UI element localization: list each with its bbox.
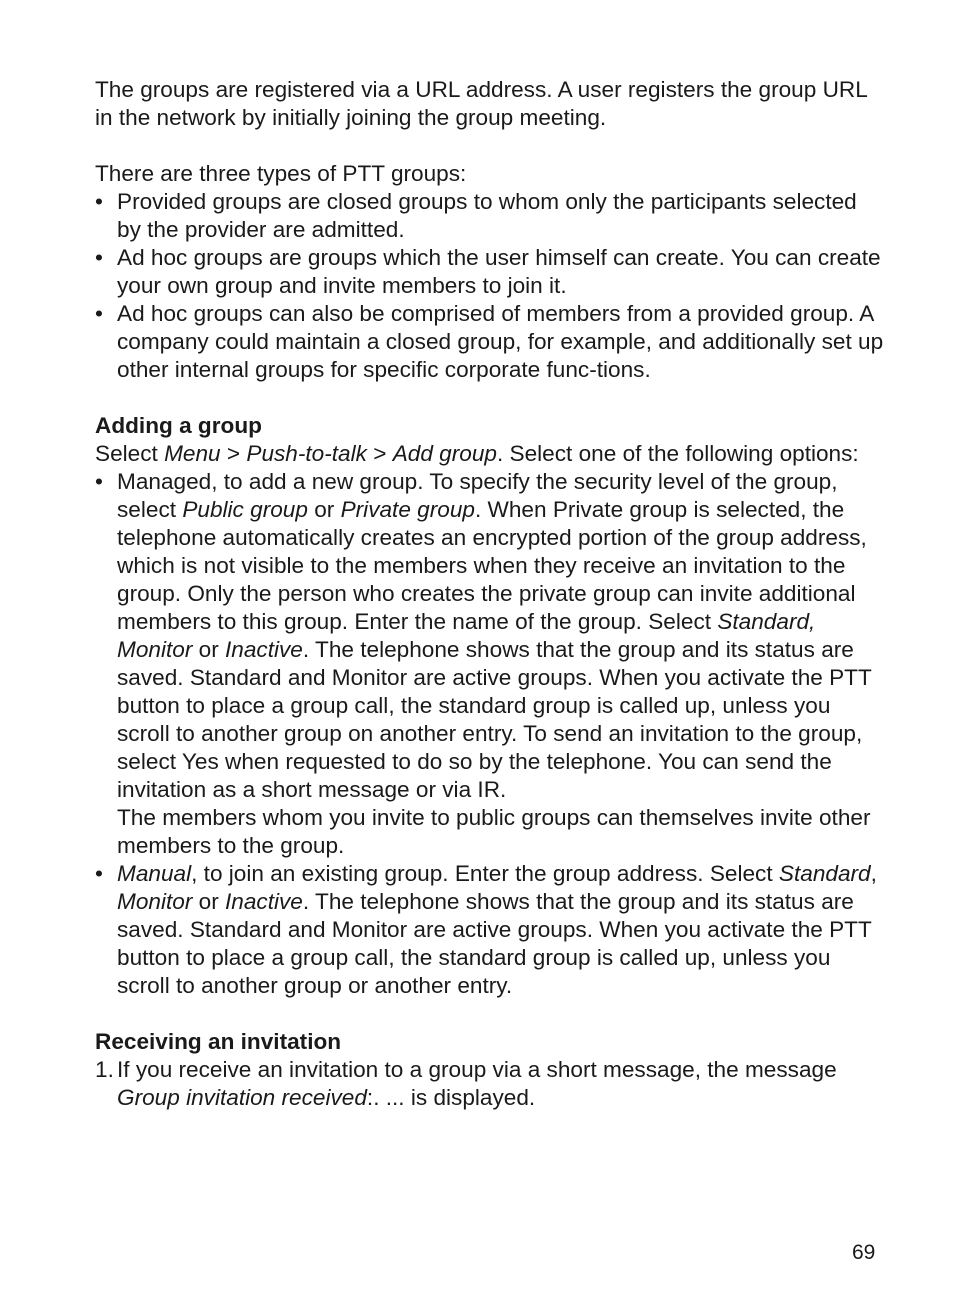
section-heading-receiving: Receiving an invitation <box>95 1029 342 1054</box>
bullet-marker: • <box>95 861 103 886</box>
step-number: 1. <box>95 1057 114 1082</box>
adding-instruction: Select Menu > Push-to-talk > Add group. Select one of the following options: <box>95 441 859 466</box>
step-text: If you receive an invitation to a group via a short message, the message Group invitation received:. ... is displayed. <box>117 1057 837 1110</box>
managed-text: Managed, to add a new group. To specify the security level of the group, select Public group or Private group. When Private group is selected, the telephone automatically creates an encrypted portion of the group address, which is not visible to the members when they receive an invitation to the group. Only the person who creates the private group can invite additional members to this group. Enter the name of the group. Select Standard, Monitor or Inactive. The telephone shows that the group and its status are saved. Standard and Monitor are active groups. When you activate the PTT button to place a group call, the standard group is called up, unless you scroll to another group on another entry. To send an invitation to the group, select Yes when requested to do so by the telephone. You can send the invitation as a short message or via IR. <box>117 469 872 802</box>
page-number: 69 <box>852 1241 876 1264</box>
spacer <box>95 1000 885 1028</box>
receiving-steps-list <box>95 1056 885 1112</box>
list-item <box>95 300 885 384</box>
list-item <box>95 244 885 300</box>
bullet-marker: • <box>95 301 103 326</box>
list-item-managed <box>95 468 885 860</box>
list-item-manual <box>95 860 885 1000</box>
intro-paragraph: The groups are registered via a URL address. A user registers the group URL in the network by initially joining the group meeting. <box>95 77 867 130</box>
types-intro: There are three types of PTT groups: <box>95 161 467 186</box>
list-item <box>95 1056 885 1112</box>
bullet-marker: • <box>95 469 103 494</box>
document-page <box>95 76 885 1112</box>
list-item-text: Ad hoc groups are groups which the user himself can create. You can create your own group and invite members to join it. <box>117 245 881 298</box>
managed-note: The members whom you invite to public groups can themselves invite other members to the group. <box>117 805 871 858</box>
list-item-text: Provided groups are closed groups to whom only the participants selected by the provider are admitted. <box>117 189 857 242</box>
spacer <box>95 384 885 412</box>
bullet-marker: • <box>95 245 103 270</box>
bullet-marker: • <box>95 189 103 214</box>
add-options-list <box>95 468 885 1000</box>
manual-text: Manual, to join an existing group. Enter the group address. Select Standard, Monitor or Inactive. The telephone shows that the group and its status are saved. Standard and Monitor are active groups. When you activate the PTT button to place a group call, the standard group is called up, unless you scroll to another group or another entry. <box>117 861 877 998</box>
group-types-list <box>95 188 885 384</box>
list-item-text: Ad hoc groups can also be comprised of members from a provided group. A company could maintain a closed group, for example, and additionally set up other internal groups for specific corporate func-tions. <box>117 301 884 382</box>
section-heading-adding-group: Adding a group <box>95 413 262 438</box>
list-item <box>95 188 885 244</box>
spacer <box>95 132 885 160</box>
